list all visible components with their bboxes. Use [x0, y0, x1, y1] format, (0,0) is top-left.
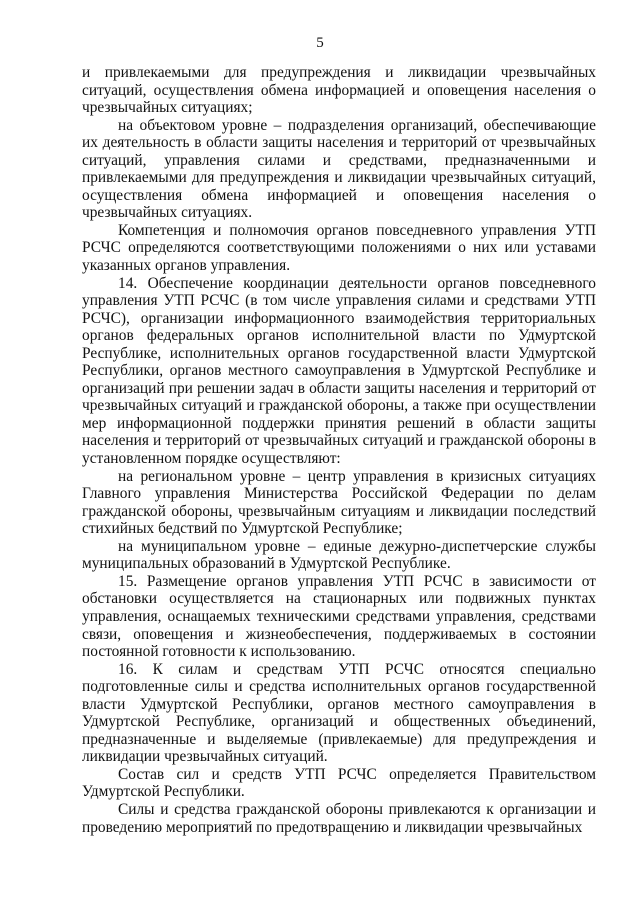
paragraph-forces-composition: Состав сил и средств УТП РСЧС определяется Правительством Удмуртской Республики. [82, 765, 596, 801]
paragraph-civil-defense: Силы и средства гражданской обороны привлекаются к организации и проведению мероприятий по предотвращению и ликвидации чрезвычайных [82, 800, 596, 836]
page-number: 5 [316, 35, 324, 51]
paragraph-municipal-level: на муниципальном уровне – единые дежурно-диспетчерские службы муниципальных образований в Удмуртской Республике. [82, 537, 596, 573]
paragraph-item-16: 16. К силам и средствам УТП РСЧС относятся специально подготовленные силы и средства исполнительных органов государственной власти Удмуртской Республики, органов местного самоуправления в Удмуртской Республике, организаций и общественных объединений, предназначенные и выделяемые (привлекаемые) для предупреждения и ликвидации чрезвычайных ситуаций. [82, 660, 596, 766]
paragraph-continuation: и привлекаемыми для предупреждения и ликвидации чрезвычайных ситуаций, осуществления обмена информацией и оповещения населения о чрезвычайных ситуациях; [82, 64, 596, 117]
document-body [82, 64, 596, 836]
paragraph-item-14: 14. Обеспечение координации деятельности органов повседневного управления УТП РСЧС (в том числе управления силами и средствами УТП РСЧС), организации информационного взаимодействия территориальных органов федеральных органов исполнительной власти по Удмуртской Республике, исполнительных органов государственной власти Удмуртской Республики, органов местного самоуправления в Удмуртской Республике и организаций при решении задач в области защиты населения и территорий от чрезвычайных ситуаций и гражданской обороны, а также при осуществлении мер информационной поддержки принятия решений в области защиты населения и территорий от чрезвычайных ситуаций и гражданской обороны в установленном порядке осуществляют: [82, 274, 596, 468]
paragraph-object-level: на объектовом уровне – подразделения организаций, обеспечивающие их деятельность в области защиты населения и территорий от чрезвычайных ситуаций, управления силами и средствами, предназначенными и привлекаемыми для предупреждения и ликвидации чрезвычайных ситуаций, осуществления обмена информацией и оповещения населения о чрезвычайных ситуациях. [82, 116, 596, 222]
paragraph-regional-level: на региональном уровне – центр управления в кризисных ситуациях Главного управления Министерства Российской Федерации по делам гражданской обороны, чрезвычайным ситуациям и ликвидации последствий стихийных бедствий по Удмуртской Республике; [82, 467, 596, 538]
paragraph-competence: Компетенция и полномочия органов повседневного управления УТП РСЧС определяются соответствующими положениями о них или уставами указанных органов управления. [82, 221, 596, 275]
paragraph-item-15: 15. Размещение органов управления УТП РСЧС в зависимости от обстановки осуществляется на стационарных или подвижных пунктах управления, оснащаемых техническими средствами управления, средствами связи, оповещения и жизнеобеспечения, поддерживаемых в состоянии постоянной готовности к использованию. [82, 572, 596, 661]
